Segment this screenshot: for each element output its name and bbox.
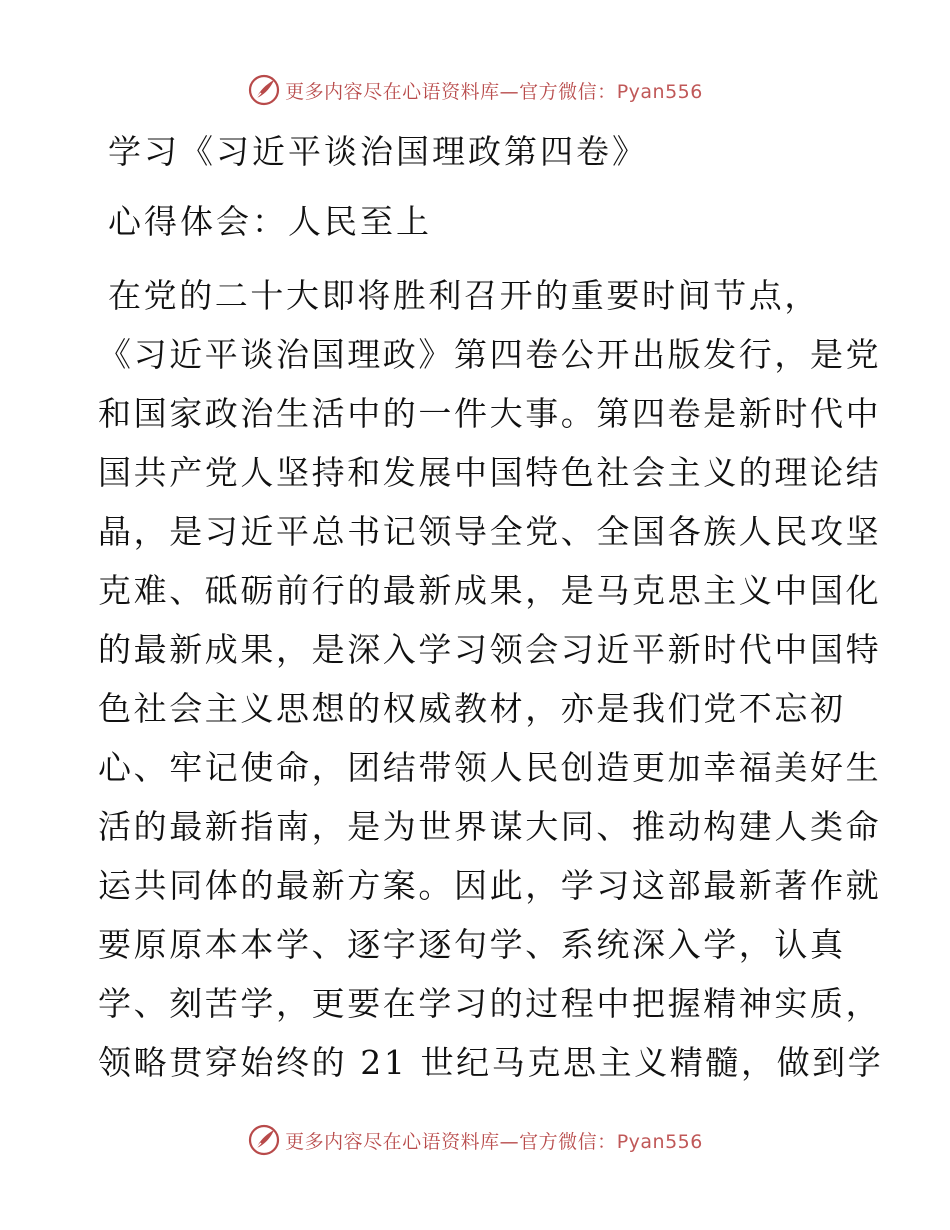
quill-logo-icon [247, 1123, 281, 1157]
footer-banner-separator: — [499, 1130, 520, 1153]
body-line: 克难、砥砺前行的最新成果，是马克思主义中国化 [98, 571, 882, 610]
header-banner-cn: 更多内容尽在心语资料库 [285, 80, 500, 103]
body-line: 心、牢记使命，团结带领人民创造更加幸福美好生 [98, 748, 882, 787]
header-wechat-id: Pyan556 [616, 80, 703, 103]
body-line: 晶，是习近平总书记领导全党、全国各族人民攻坚 [98, 512, 882, 551]
body-line: 色社会主义思想的权威教材，亦是我们党不忘初 [98, 689, 846, 728]
body-line: 和国家政治生活中的一件大事。第四卷是新时代中 [98, 394, 882, 433]
document-title: 学习《习近平谈治国理政第四卷》 [108, 132, 648, 171]
footer-wechat-label: 官方微信： [519, 1130, 617, 1153]
footer-banner [0, 1120, 950, 1160]
header-banner [0, 70, 950, 110]
body-line: 活的最新指南，是为世界谋大同、推动构建人类命 [98, 807, 882, 846]
header-banner-separator: — [499, 80, 520, 103]
header-banner-text [285, 77, 703, 104]
header-wechat-label: 官方微信： [519, 80, 617, 103]
body-line: 领略贯穿始终的 21 世纪马克思主义精髓，做到学 [98, 1043, 884, 1082]
body-line: 要原原本本学、逐字逐句学、系统深入学，认真 [98, 925, 846, 964]
footer-wechat-id: Pyan556 [616, 1130, 703, 1153]
quill-logo-icon [247, 73, 281, 107]
footer-banner-text [285, 1127, 703, 1154]
document-subtitle: 心得体会：人民至上 [108, 202, 432, 241]
body-line: 国共产党人坚持和发展中国特色社会主义的理论结 [98, 453, 882, 492]
footer-banner-cn: 更多内容尽在心语资料库 [285, 1130, 500, 1153]
body-line: 的最新成果，是深入学习领会习近平新时代中国特 [98, 630, 882, 669]
body-line: 学、刻苦学，更要在学习的过程中把握精神实质， [98, 984, 882, 1023]
body-line: 在党的二十大即将胜利召开的重要时间节点， [108, 276, 820, 315]
body-line: 《习近平谈治国理政》第四卷公开出版发行，是党 [98, 335, 882, 374]
body-line: 运共同体的最新方案。因此，学习这部最新著作就 [98, 866, 882, 905]
